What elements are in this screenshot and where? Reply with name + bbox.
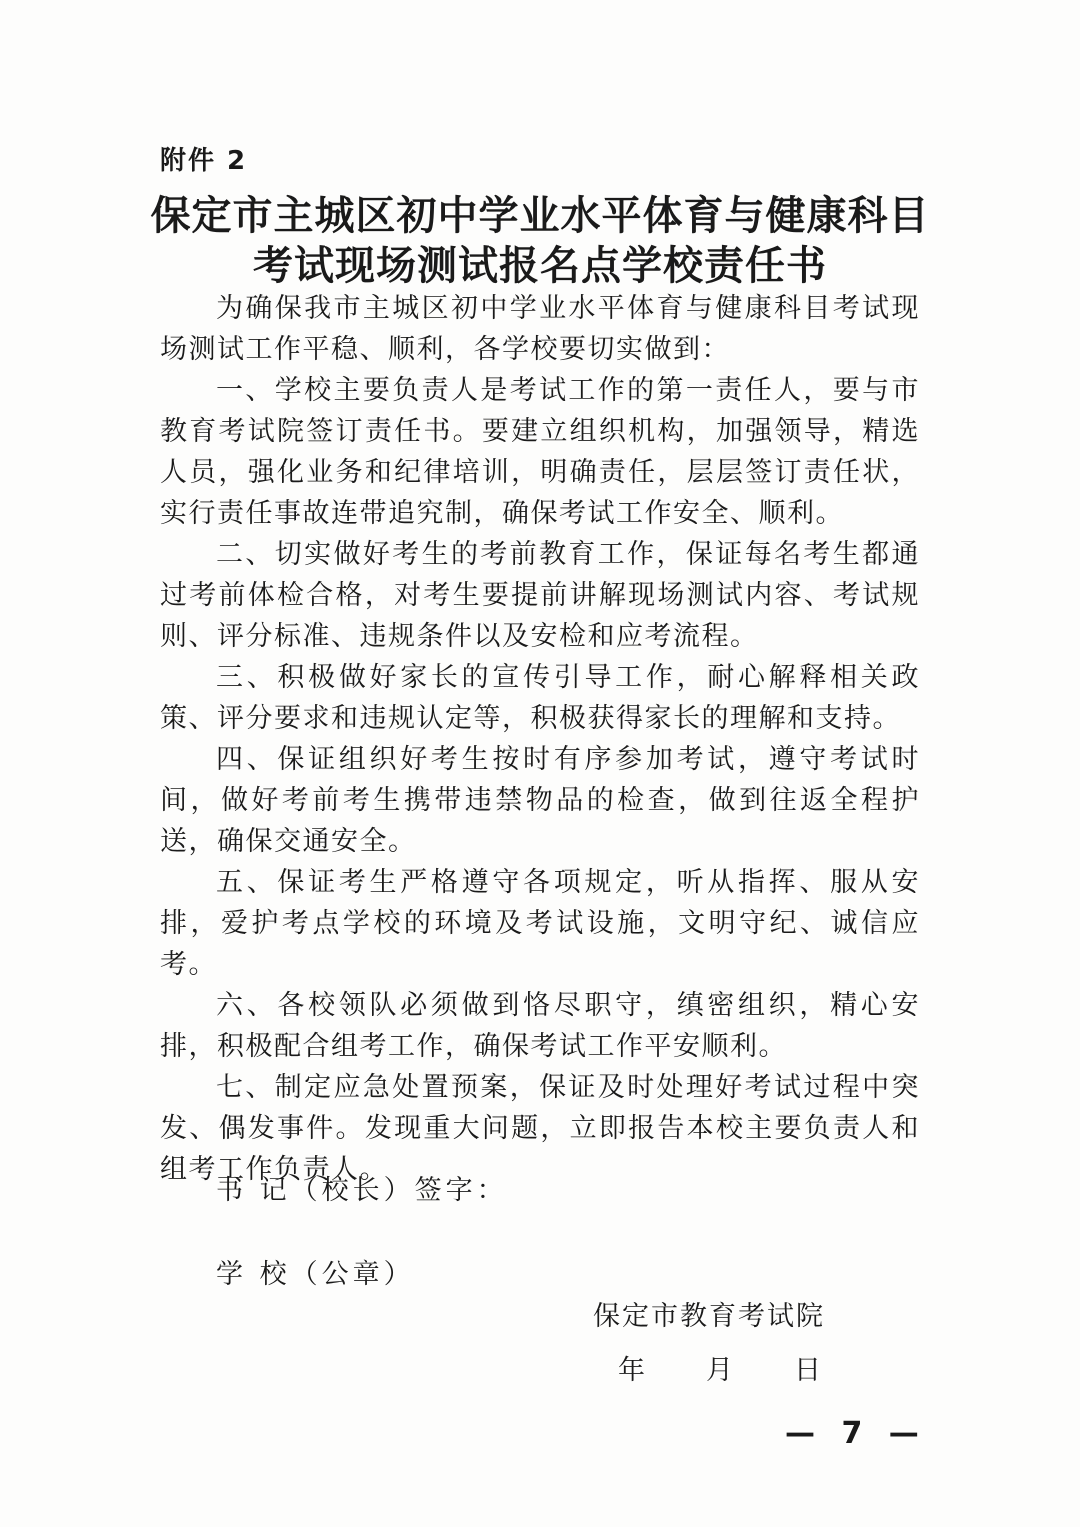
intro-paragraph: 为确保我市主城区初中学业水平体育与健康科目考试现场测试工作平稳、顺利，各学校要切实做到： [160, 293, 920, 365]
principal-signature-label: 书 记（校长）签字： [216, 1175, 508, 1206]
document-title-line-1: 保定市主城区初中学业水平体育与健康科目 [150, 193, 930, 239]
date-month-label: 月 [706, 1355, 733, 1386]
document-body [160, 288, 920, 1190]
page-number: — 7 — [785, 1416, 927, 1451]
attachment-label: 附件 2 [160, 146, 248, 176]
clause-7-paragraph: 七、制定应急处置预案，保证及时处理好考试过程中突发、偶发事件。发现重大问题，立即报告本校主要负责人和组考工作负责人。 [160, 1072, 920, 1185]
clause-6-paragraph: 六、各校领队必须做到恪尽职守，缜密组织，精心安排，积极配合组考工作，确保考试工作平安顺利。 [160, 990, 920, 1062]
clause-1-paragraph: 一、学校主要负责人是考试工作的第一责任人，要与市教育考试院签订责任书。要建立组织机构，加强领导，精选人员，强化业务和纪律培训，明确责任，层层签订责任状，实行责任事故连带追究制，确保考试工作安全、顺利。 [160, 375, 920, 529]
clause-2-paragraph: 二、切实做好考生的考前教育工作，保证每名考生都通过考前体检合格，对考生要提前讲解现场测试内容、考试规则、评分标准、违规条件以及安检和应考流程。 [160, 539, 920, 652]
clause-4-paragraph: 四、保证组织好考生按时有序参加考试，遵守考试时间，做好考前考生携带违禁物品的检查，做到往返全程护送，确保交通安全。 [160, 744, 920, 857]
document-title-line-2: 考试现场测试报名点学校责任书 [253, 243, 827, 289]
school-seal-label: 学 校（公章） [216, 1259, 415, 1290]
issuer-name: 保定市教育考试院 [593, 1301, 825, 1332]
date-year-label: 年 [618, 1355, 645, 1386]
clause-3-paragraph: 三、积极做好家长的宣传引导工作，耐心解释相关政策、评分要求和违规认定等，积极获得家长的理解和支持。 [160, 662, 920, 734]
date-day-label: 日 [794, 1355, 821, 1386]
clause-5-paragraph: 五、保证考生严格遵守各项规定，听从指挥、服从安排，爱护考点学校的环境及考试设施，文明守纪、诚信应考。 [160, 867, 920, 980]
